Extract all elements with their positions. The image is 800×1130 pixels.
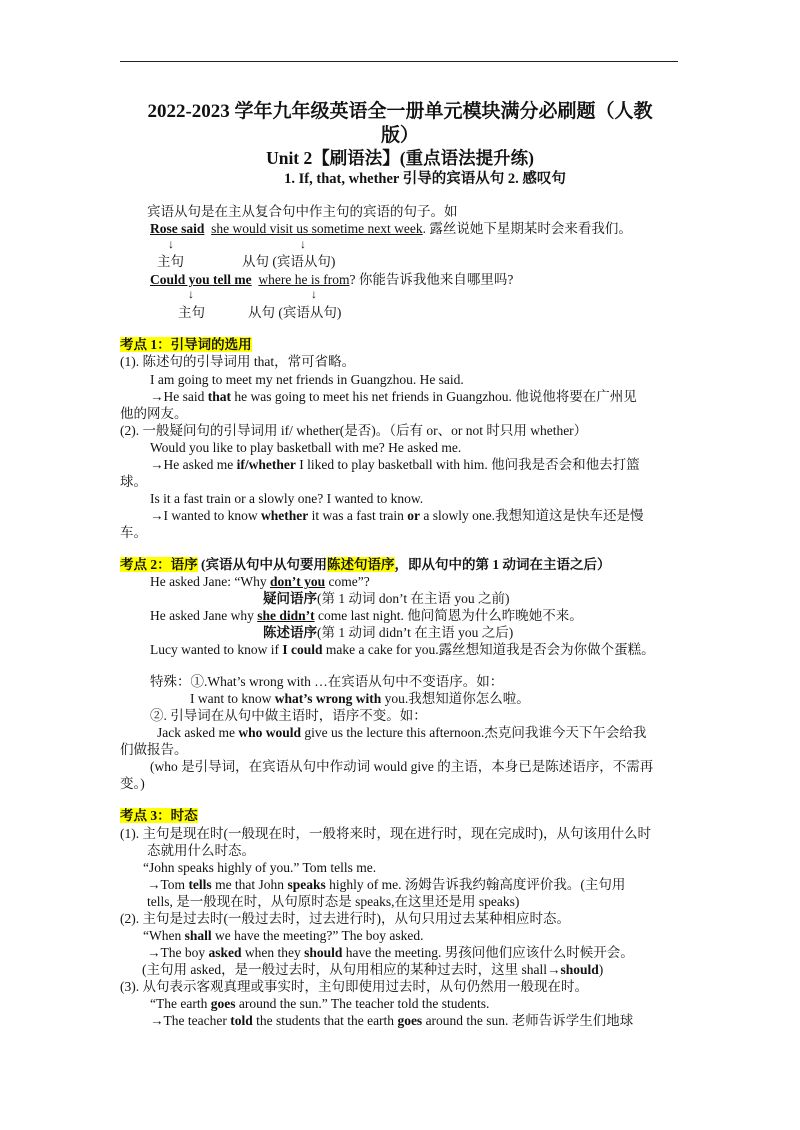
- ex2-main-clause: Could you tell me: [150, 272, 252, 287]
- k3-point-2: (2). 主句是过去时(一般过去时，过去进行时)，从句只用过去某种相应时态。: [120, 911, 570, 926]
- ex2-translation: ? 你能告诉我他来自哪里吗?: [349, 272, 514, 287]
- k3-point-3: (3). 从句表示客观真理或事实时，主句即使用过去时，从句仍然用一般现在时。: [120, 979, 588, 994]
- k1-point-2: (2). 一般疑问句的引导词用 if/ whether(是否)。（后有 or、or not 时只用 whether）: [120, 423, 588, 438]
- k1-example: I am going to meet my net friends in Guangzhou. He said.: [150, 372, 464, 387]
- k1-answer: →He asked me if/whether I liked to play basketball with him. 他问我是否会和他去打篮: [150, 457, 640, 472]
- k3-example: “When shall we have the meeting?” The boy asked.: [143, 928, 424, 943]
- arrow-down-icon: ↓: [300, 237, 306, 251]
- k1-point-1: (1). 陈述句的引导词用 that，常可省略。: [120, 354, 356, 369]
- k3-answer-cont: tells, 是一般现在时，从句原时态是 speaks,在这里还是用 speaks): [147, 894, 520, 909]
- k3-point-1: (1). 主句是现在时(一般现在时，一般将来时，现在进行时，现在完成时)，从句该用什么时: [120, 826, 651, 841]
- arrow-down-icon: ↓: [168, 237, 174, 251]
- k2-special-2: ②. 引导词在从句中做主语时，语序不变。如：: [150, 708, 427, 723]
- k1-answer: →I wanted to know whether it was a fast train or a slowly one.我想知道这是快车还是慢: [150, 508, 644, 523]
- k1-answer-cont: 车。: [120, 525, 147, 540]
- intro-example-1: [150, 220, 632, 237]
- k2-example-3: Lucy wanted to know if I could make a cake for you.露丝想知道我是否会为你做个蛋糕。: [150, 642, 655, 657]
- doc-title-line2: 版）: [380, 125, 419, 146]
- ex2-label-clause: 从句 (宾语从句): [248, 305, 342, 320]
- header-rule: [120, 61, 678, 62]
- k3-answer: →The boy asked when they should have the meeting. 男孩问他们应该什么时候开会。: [147, 945, 634, 960]
- k2-example-1: He asked Jane: “Why don’t you come”?: [150, 574, 370, 589]
- section-heading-k1: 考点 1：引导词的选用: [120, 337, 252, 352]
- ex1-label-main: 主句: [157, 254, 184, 269]
- k2-special-2-example-cont: 们做报告。: [120, 742, 188, 757]
- k3-answer: →Tom tells me that John speaks highly of me. 汤姆告诉我约翰高度评价我。(主句用: [147, 877, 626, 892]
- k3-example: “The earth goes around the sun.” The teacher told the students.: [150, 996, 490, 1011]
- k1-example: Would you like to play basketball with me? He asked me.: [150, 440, 462, 455]
- ex2-label-main: 主句: [178, 305, 205, 320]
- ex1-translation: . 露丝说她下星期某时会来看我们。: [422, 221, 632, 236]
- k1-answer: →He said that he was going to meet his net friends in Guangzhou. 他说他将要在广州见: [150, 389, 637, 404]
- k2-special-2-example: Jack asked me who would give us the lecture this afternoon.杰克问我谁今天下午会给我: [157, 725, 647, 740]
- doc-title-line1: 2022-2023 学年九年级英语全一册单元模块满分必刷题（人教: [147, 101, 653, 122]
- k3-answer: →The teacher told the students that the earth goes around the sun. 老师告诉学生们地球: [150, 1013, 634, 1028]
- topics-line: 1. If, that, whether 引导的宾语从句 2. 感叹句: [284, 171, 566, 187]
- k1-answer-cont: 他的网友。: [120, 406, 188, 421]
- ex1-object-clause: she would visit us sometime next week: [211, 221, 423, 236]
- arrow-down-icon: ↓: [188, 287, 194, 301]
- k2-special-2-note: (who 是引导词，在宾语从句中作动词 would give 的主语，本身已是陈述语序，不需再: [150, 759, 654, 774]
- k3-note: (主句用 asked，是一般过去时，从句用相应的某种过去时，这里 shall→should): [142, 962, 604, 977]
- arrow-down-icon: ↓: [311, 287, 317, 301]
- k2-note-statement-order: 陈述语序(第 1 动词 didn’t 在主语 you 之后): [263, 625, 514, 640]
- ex1-main-clause: Rose said: [150, 221, 205, 236]
- k2-special-1-example: I want to know what’s wrong with you.我想知道你怎么啦。: [190, 691, 530, 706]
- ex1-label-clause: 从句 (宾语从句): [242, 254, 336, 269]
- k2-special-1: 特殊：①.What’s wrong with …在宾语从句中不变语序。如：: [150, 674, 504, 689]
- ex2-object-clause: where he is from: [258, 272, 350, 287]
- k2-special-2-note-cont: 变。): [120, 776, 145, 791]
- k1-example: Is it a fast train or a slowly one? I wanted to know.: [150, 491, 424, 506]
- k2-example-2: He asked Jane why she didn’t come last night. 他问简恩为什么昨晚她不来。: [150, 608, 583, 623]
- k2-note-question-order: 疑问语序(第 1 动词 don’t 在主语 you 之前): [263, 591, 510, 606]
- k1-answer-cont: 球。: [120, 474, 147, 489]
- k3-example: “John speaks highly of you.” Tom tells me.: [143, 860, 377, 875]
- section-heading-k2: 考点 2：语序 (宾语从句中从句要用陈述句语序，即从句中的第 1 动词在主语之后）: [120, 557, 611, 572]
- k3-point-1-cont: 态就用什么时态。: [147, 843, 255, 858]
- intro-definition: 宾语从句是在主从复合句中作主句的宾语的句子。如: [147, 204, 458, 219]
- unit-title: Unit 2【刷语法】(重点语法提升练): [266, 148, 534, 168]
- section-heading-k3: 考点 3：时态: [120, 808, 198, 823]
- intro-example-2: [150, 271, 513, 288]
